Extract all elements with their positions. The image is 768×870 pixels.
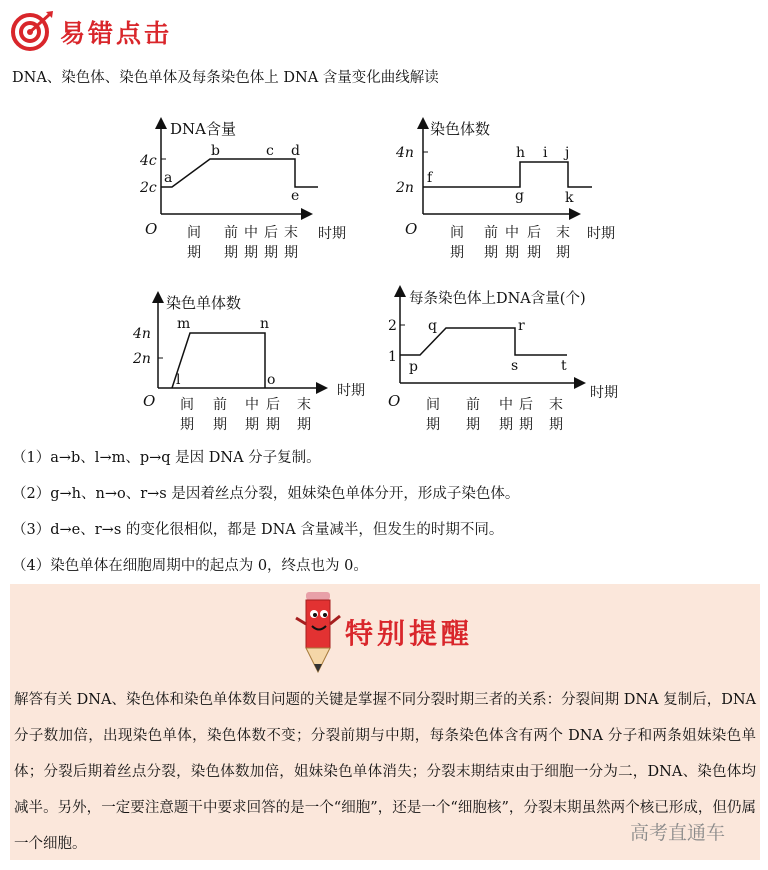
svg-text:期: 期 [266,417,280,433]
svg-text:期: 期 [297,417,311,433]
svg-text:前: 前 [484,225,498,241]
graph-dna-per-chromosome-line [400,328,567,355]
svg-text:期: 期 [180,417,194,433]
graph-chromosome-label-g: g [515,188,524,204]
graph-chromatid-label-m: m [177,316,191,332]
svg-text:期: 期 [187,245,201,261]
svg-text:间: 间 [180,397,194,413]
svg-text:后: 后 [527,225,541,241]
note-2: （2）g→h、n→o、r→s 是因着丝点分裂，姐妹染色单体分开，形成子染色体。 [12,486,520,502]
svg-text:后: 后 [519,397,533,413]
graph-dna-per-chromosome-label-p: p [409,359,418,375]
graph-dna-per-chromosome-label-t: t [561,358,567,374]
target-icon [10,10,54,54]
svg-text:期: 期 [426,417,440,433]
svg-text:末: 末 [297,397,311,413]
graph-chromosome-label-h: h [516,145,526,161]
svg-text:间: 间 [426,397,440,413]
graph-chromosome-xaxis [450,224,615,261]
graph-chromatid-origin: O [143,392,156,410]
graph-dna-ytick-4c: 4c [140,153,157,169]
graph-chromosome-origin: O [405,220,418,238]
graph-chromatid-ytick-2n: 2n [133,351,151,367]
svg-text:中: 中 [245,397,259,413]
svg-text:期: 期 [244,245,258,261]
svg-text:期: 期 [556,245,570,261]
watermark: 高考直通车 [630,822,726,844]
graph-dna-label-a: a [164,170,173,186]
graph-chromatid-ytick-4n: 4n [133,326,151,342]
svg-text:前: 前 [224,225,238,241]
graph-chromosome-label-k: k [565,190,574,206]
header-title: 易错点击 [60,19,173,48]
graph-dna [139,120,346,261]
graph-dna-label-d: d [291,143,300,159]
graph-dna-per-chromosome-label-q: q [428,318,437,334]
svg-text:期: 期 [519,417,533,433]
note-1: （1）a→b、l→m、p→q 是因 DNA 分子复制。 [12,450,321,466]
svg-text:前: 前 [213,397,227,413]
graph-dna-ytick-2c: 2c [140,180,157,196]
svg-text:期: 期 [224,245,238,261]
graph-chromatid-label-o: o [267,372,276,388]
svg-text:末: 末 [556,225,570,241]
graph-chromosome-label-i: i [543,145,548,161]
svg-text:期: 期 [505,245,519,261]
graph-dna-per-chromosome-title: 每条染色体上DNA含量(个) [409,291,586,307]
svg-text:期: 期 [484,245,498,261]
svg-text:后: 后 [266,397,280,413]
graph-chromosome-label-f: f [427,170,433,186]
svg-text:中: 中 [505,225,519,241]
svg-text:期: 期 [213,417,227,433]
svg-text:末: 末 [549,397,563,413]
pencil-mascot-icon [294,588,344,678]
svg-text:期: 期 [264,245,278,261]
svg-text:时期: 时期 [337,383,365,399]
svg-text:时期: 时期 [587,226,615,242]
graph-chromosome-ytick-4n: 4n [396,145,414,161]
graph-dna-per-chromosome-xaxis [426,385,618,433]
svg-text:期: 期 [245,417,259,433]
graph-dna-per-chromosome-label-r: r [518,318,525,334]
svg-text:时期: 时期 [318,226,346,242]
graph-dna-origin: O [145,220,158,238]
graph-dna-per-chromosome-ytick-1: 1 [388,349,397,365]
svg-text:中: 中 [244,225,258,241]
svg-text:末: 末 [284,225,298,241]
graph-chromosome-line [423,162,592,187]
graph-chromosome-label-j: j [565,145,570,161]
graph-chromatid-label-l: l [176,372,181,388]
graph-chromatid [132,294,365,433]
reminder-title: 特别提醒 [345,617,474,650]
svg-text:时期: 时期 [590,385,618,401]
svg-text:期: 期 [466,417,480,433]
graph-dna-label-b: b [211,143,220,159]
graph-chromosome-ytick-2n: 2n [396,180,414,196]
svg-text:中: 中 [499,397,513,413]
graph-dna-per-chromosome-origin: O [388,392,401,410]
intro-text: DNA、染色体、染色单体及每条染色体上 DNA 含量变化曲线解读 [12,70,439,86]
reminder-text: 解答有关 DNA、染色体和染色单体数目问题的关键是掌握不同分裂时期三者的关系：分裂间期 DNA 复制后，DNA 分子数加倍，出现染色单体，染色体数不变；分裂前期与中期，每条染色体含有两个 DNA 分子和两条姐妹染色单体；分裂后期着丝点分裂，染色体数加倍，姐妹染色单体消失；分裂末期结束由于细胞一分为二，DNA、染色体均减半。另外，一定要注意题干中要求回答的是一个“细胞”，还是一个“细胞核”，分裂末期虽然两个核已形成，但仍属一个细胞。 [14,692,756,852]
graph-chromosome-title: 染色体数 [430,120,491,138]
svg-text:期: 期 [499,417,513,433]
graph-dna-per-chromosome [388,288,618,433]
svg-text:期: 期 [450,245,464,261]
note-3: （3）d→e、r→s 的变化很相似，都是 DNA 含量减半，但发生的时期不同。 [12,522,504,538]
graph-chromatid-title: 染色单体数 [166,294,242,312]
graph-chromatid-line [172,333,265,388]
section-header [10,8,310,56]
svg-text:期: 期 [284,245,298,261]
graph-dna-per-chromosome-label-s: s [511,358,519,374]
graph-chromosome [395,120,615,261]
note-4: （4）染色单体在细胞周期中的起点为 0，终点也为 0。 [12,558,368,574]
svg-text:间: 间 [187,225,201,241]
graph-chromatid-label-n: n [260,316,270,332]
graph-dna-title: DNA含量 [170,120,236,138]
svg-text:期: 期 [527,245,541,261]
graph-dna-xaxis [187,224,346,261]
graph-dna-label-c: c [266,143,274,159]
graph-chromatid-xaxis [180,383,365,433]
svg-text:前: 前 [466,397,480,413]
svg-text:间: 间 [450,225,464,241]
graph-dna-line [161,159,318,187]
graph-dna-per-chromosome-ytick-2: 2 [388,318,397,334]
graph-dna-label-e: e [291,188,300,204]
svg-text:期: 期 [549,417,563,433]
svg-text:后: 后 [264,225,278,241]
